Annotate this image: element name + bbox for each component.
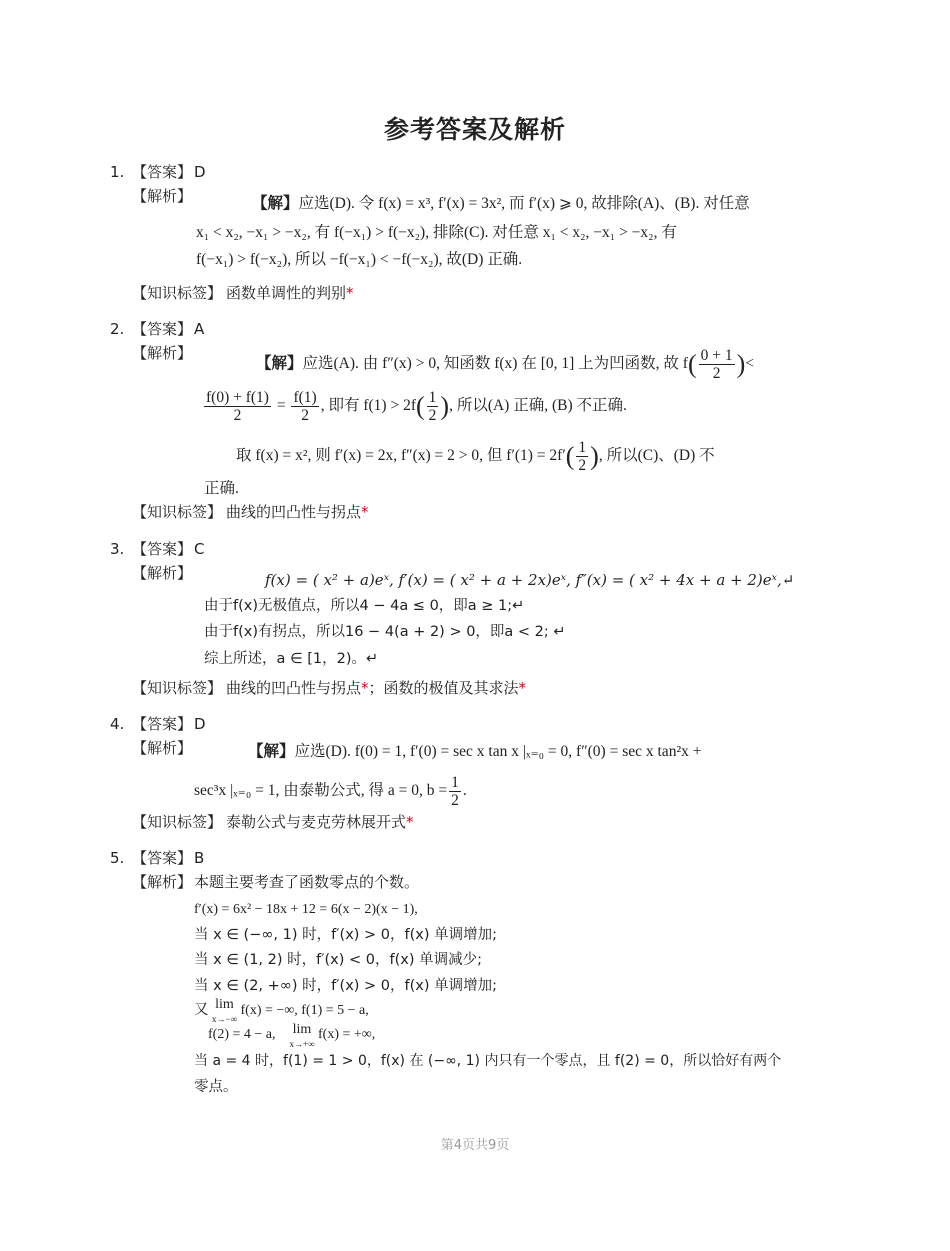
denominator: 2 [233, 407, 242, 424]
analysis-row [110, 870, 840, 894]
solution-text: f(x) = +∞, [318, 1027, 376, 1042]
solution-line: f(x) = ( x² + a)eˣ, f′(x) = ( x² + a + 2x)eˣ, f″(x) = ( x² + 4x + a + 2)eˣ,↵ [265, 571, 795, 589]
answer-row [110, 537, 840, 561]
star-marker: * [518, 679, 527, 697]
answer-row [110, 846, 840, 870]
tag-label: 【知识标签】 [132, 813, 223, 831]
solution-line [208, 1023, 375, 1051]
solution-prefix: 【解】 [248, 743, 295, 760]
question-2 [110, 317, 840, 521]
question-5 [110, 846, 840, 1095]
solution-line: sec³x |ₓ₌₀ = 1, 由泰勒公式, 得 a = 0, b = $\frac{1}{2}$ . [194, 774, 467, 809]
numerator: 1 [451, 774, 459, 791]
tag-label: 【知识标签】 [132, 284, 223, 302]
solution-prefix: 【解】 [256, 355, 303, 373]
denominator: 2 [301, 407, 309, 424]
answer-row [110, 712, 840, 736]
question-3 [110, 537, 840, 697]
answer-label: 【答案】 [132, 320, 193, 338]
question-number: 2. [110, 320, 125, 338]
knowledge-tag-row [110, 810, 610, 834]
limit-operator: lim [215, 997, 234, 1012]
answer-value: A [194, 320, 205, 338]
solution-text: 取 f(x) = x², 则 f′(x) = 2x, f″(x) = 2 > 0, 但 f′(1) = 2f′ [236, 447, 566, 465]
question-number: 1. [110, 163, 125, 181]
solution-line: x₁ < x₂, −x₁ > −x₂, 有 f(−x₁) > f(−x₂), 排除(C). 对任意 x₁ < x₂, −x₁ > −x₂, 有 [196, 224, 677, 241]
solution-line [248, 740, 701, 764]
answer-value: B [194, 849, 205, 867]
solution-line: 由于f(x)有拐点，所以16 − 4(a + 2) > 0，即a < 2; ↵ [204, 624, 566, 640]
tag-value [226, 676, 526, 700]
question-number: 4. [110, 715, 125, 733]
solution-line: 零点。 [194, 1079, 238, 1095]
tag-value [226, 281, 354, 305]
denominator: 2 [578, 457, 587, 474]
analysis-intro: 本题主要考查了函数零点的个数。 [194, 873, 420, 891]
solution-text: , 即有 f(1) > 2f [320, 397, 416, 415]
answer-label: 【答案】 [132, 163, 193, 181]
tag-text: 函数的极值及其求法 [383, 679, 519, 697]
solution-line: f(−x₁) > f(−x₂), 所以 −f(−x₁) < −f(−x₂), 故(D) 正确. [196, 251, 523, 268]
solution-line: 正确. [204, 480, 239, 497]
denominator: 2 [451, 792, 459, 809]
question-4 [110, 712, 840, 831]
fraction [699, 347, 735, 382]
limit-expression [212, 998, 237, 1026]
analysis-label: 【解析】 [132, 344, 193, 362]
analysis-label: 【解析】 [132, 564, 193, 582]
answer-label: 【答案】 [132, 849, 193, 867]
tag-text: 曲线的凹凸性与拐点 [226, 679, 362, 697]
page-title: 参考答案及解析 [383, 115, 566, 144]
solution-text: , 所以(A) 正确, (B) 不正确. [449, 397, 627, 415]
solution-line: 由于f(x)无极值点，所以4 − 4a ≤ 0，即a ≥ 1;↵ [204, 598, 525, 614]
solution-line: 综上所述，a ∈ [1，2)。↵ [204, 651, 379, 667]
analysis-label: 【解析】 [132, 873, 193, 891]
tag-text: 泰勒公式与麦克劳林展开式 [226, 813, 407, 831]
fraction [291, 389, 318, 424]
solution-line: 当 a = 4 时，f(1) = 1 > 0，f(x) 在 (−∞, 1) 内只有一个零点，且 f(2) = 0，所以恰好有两个 [194, 1053, 782, 1069]
numerator: f(0) + f(1) [206, 389, 269, 406]
answer-label: 【答案】 [132, 540, 193, 558]
star-marker: * [361, 679, 369, 697]
limit-operator: lim [292, 1022, 312, 1037]
tag-value [226, 810, 414, 834]
solution-text: , 所以(C)、(D) 不 [598, 447, 715, 465]
question-1 [110, 160, 840, 302]
numerator: 1 [428, 389, 437, 406]
fraction [449, 774, 461, 809]
solution-text: f(2) = 4 − a, [208, 1027, 276, 1042]
star-marker: * [406, 813, 414, 831]
question-number: 3. [110, 540, 125, 558]
solution-prefix: 【解】 [252, 195, 299, 212]
answer-value: D [194, 715, 206, 733]
fraction [204, 389, 271, 424]
knowledge-tag-row [110, 281, 610, 305]
knowledge-tag-row [110, 676, 710, 700]
fraction [427, 389, 439, 424]
tag-text: 函数单调性的判别 [226, 284, 347, 302]
answer-value: D [194, 163, 206, 181]
numerator: 0 + 1 [700, 347, 733, 364]
solution-text: 应选(A). 由 f″(x) > 0, 知函数 f(x) 在 [0, 1] 上为凹函数, 故 f [302, 355, 688, 373]
page-footer: 第4页共9页 [440, 1138, 510, 1153]
question-number: 5. [110, 849, 125, 867]
solution-text: 又 [194, 1002, 209, 1018]
answer-value: C [194, 540, 205, 558]
fraction [576, 439, 588, 474]
limit-subscript: x→−∞ [212, 1014, 237, 1024]
solution-line: 当 x ∈ (1, 2) 时，f′(x) < 0，f(x) 单调减少; [194, 952, 483, 968]
solution-line: 当 x ∈ (2, +∞) 时，f′(x) > 0，f(x) 单调增加; [194, 978, 498, 994]
tag-text: 曲线的凹凸性与拐点 [226, 503, 362, 521]
analysis-label: 【解析】 [132, 739, 193, 757]
answer-row [110, 160, 840, 184]
solution-line: 取 f(x) = x², 则 f′(x) = 2x, f″(x) = 2 > 0, 但 f′(1) = 2f′( $\frac{1}{2}$ ), 所以(C)、(D) 不 [236, 439, 715, 474]
star-marker: * [346, 284, 354, 302]
solution-line [252, 192, 750, 216]
solution-text: 应选(D). 令 f(x) = x³, f′(x) = 3x², 而 f′(x) ⩾ 0, 故排除(A)、(B). 对任意 [298, 195, 750, 212]
limit-expression [290, 1023, 315, 1051]
solution-text: 应选(D). f(0) = 1, f′(0) = sec x tan x |ₓ₌₀ = 0, f″(0) = sec x tan²x + [294, 743, 702, 760]
tag-label: 【知识标签】 [132, 679, 223, 697]
solution-text: f(x) = −∞, f(1) = 5 − a, [240, 1003, 369, 1018]
numerator: f(1) [293, 389, 317, 406]
tag-value [226, 500, 369, 524]
star-marker: * [361, 503, 369, 521]
solution-line: f′(x) = 6x² − 18x + 12 = 6(x − 2)(x − 1), [194, 902, 418, 917]
solution-text: sec³x |ₓ₌₀ = 1, 由泰勒公式, 得 a = 0, b = [194, 782, 448, 800]
solution-line: 当 x ∈ (−∞, 1) 时，f′(x) > 0，f(x) 单调增加; [194, 927, 498, 943]
analysis-label: 【解析】 [132, 187, 193, 205]
answer-row [110, 317, 840, 341]
tag-separator: ； [368, 679, 384, 697]
solution-line [194, 998, 369, 1026]
limit-subscript: x→+∞ [289, 1039, 315, 1049]
tag-label: 【知识标签】 [132, 503, 223, 521]
answer-label: 【答案】 [132, 715, 193, 733]
knowledge-tag-row [110, 500, 610, 524]
solution-line: 【解】应选(A). 由 f″(x) > 0, 知函数 f(x) 在 [0, 1] 上为凹函数, 故 f( $\frac{0 + 1}{2}$ )< [256, 347, 755, 382]
numerator: 1 [578, 439, 587, 456]
denominator: 2 [428, 407, 437, 424]
solution-line: $\frac{f(0) + f(1)}{2}$ = $\frac{f(1)}{2}$ , 即有 f(1) > 2f( $\frac{1}{2}$ ), 所以(A) 正确, (B) 不正确. [206, 389, 627, 424]
denominator: 2 [712, 365, 721, 382]
